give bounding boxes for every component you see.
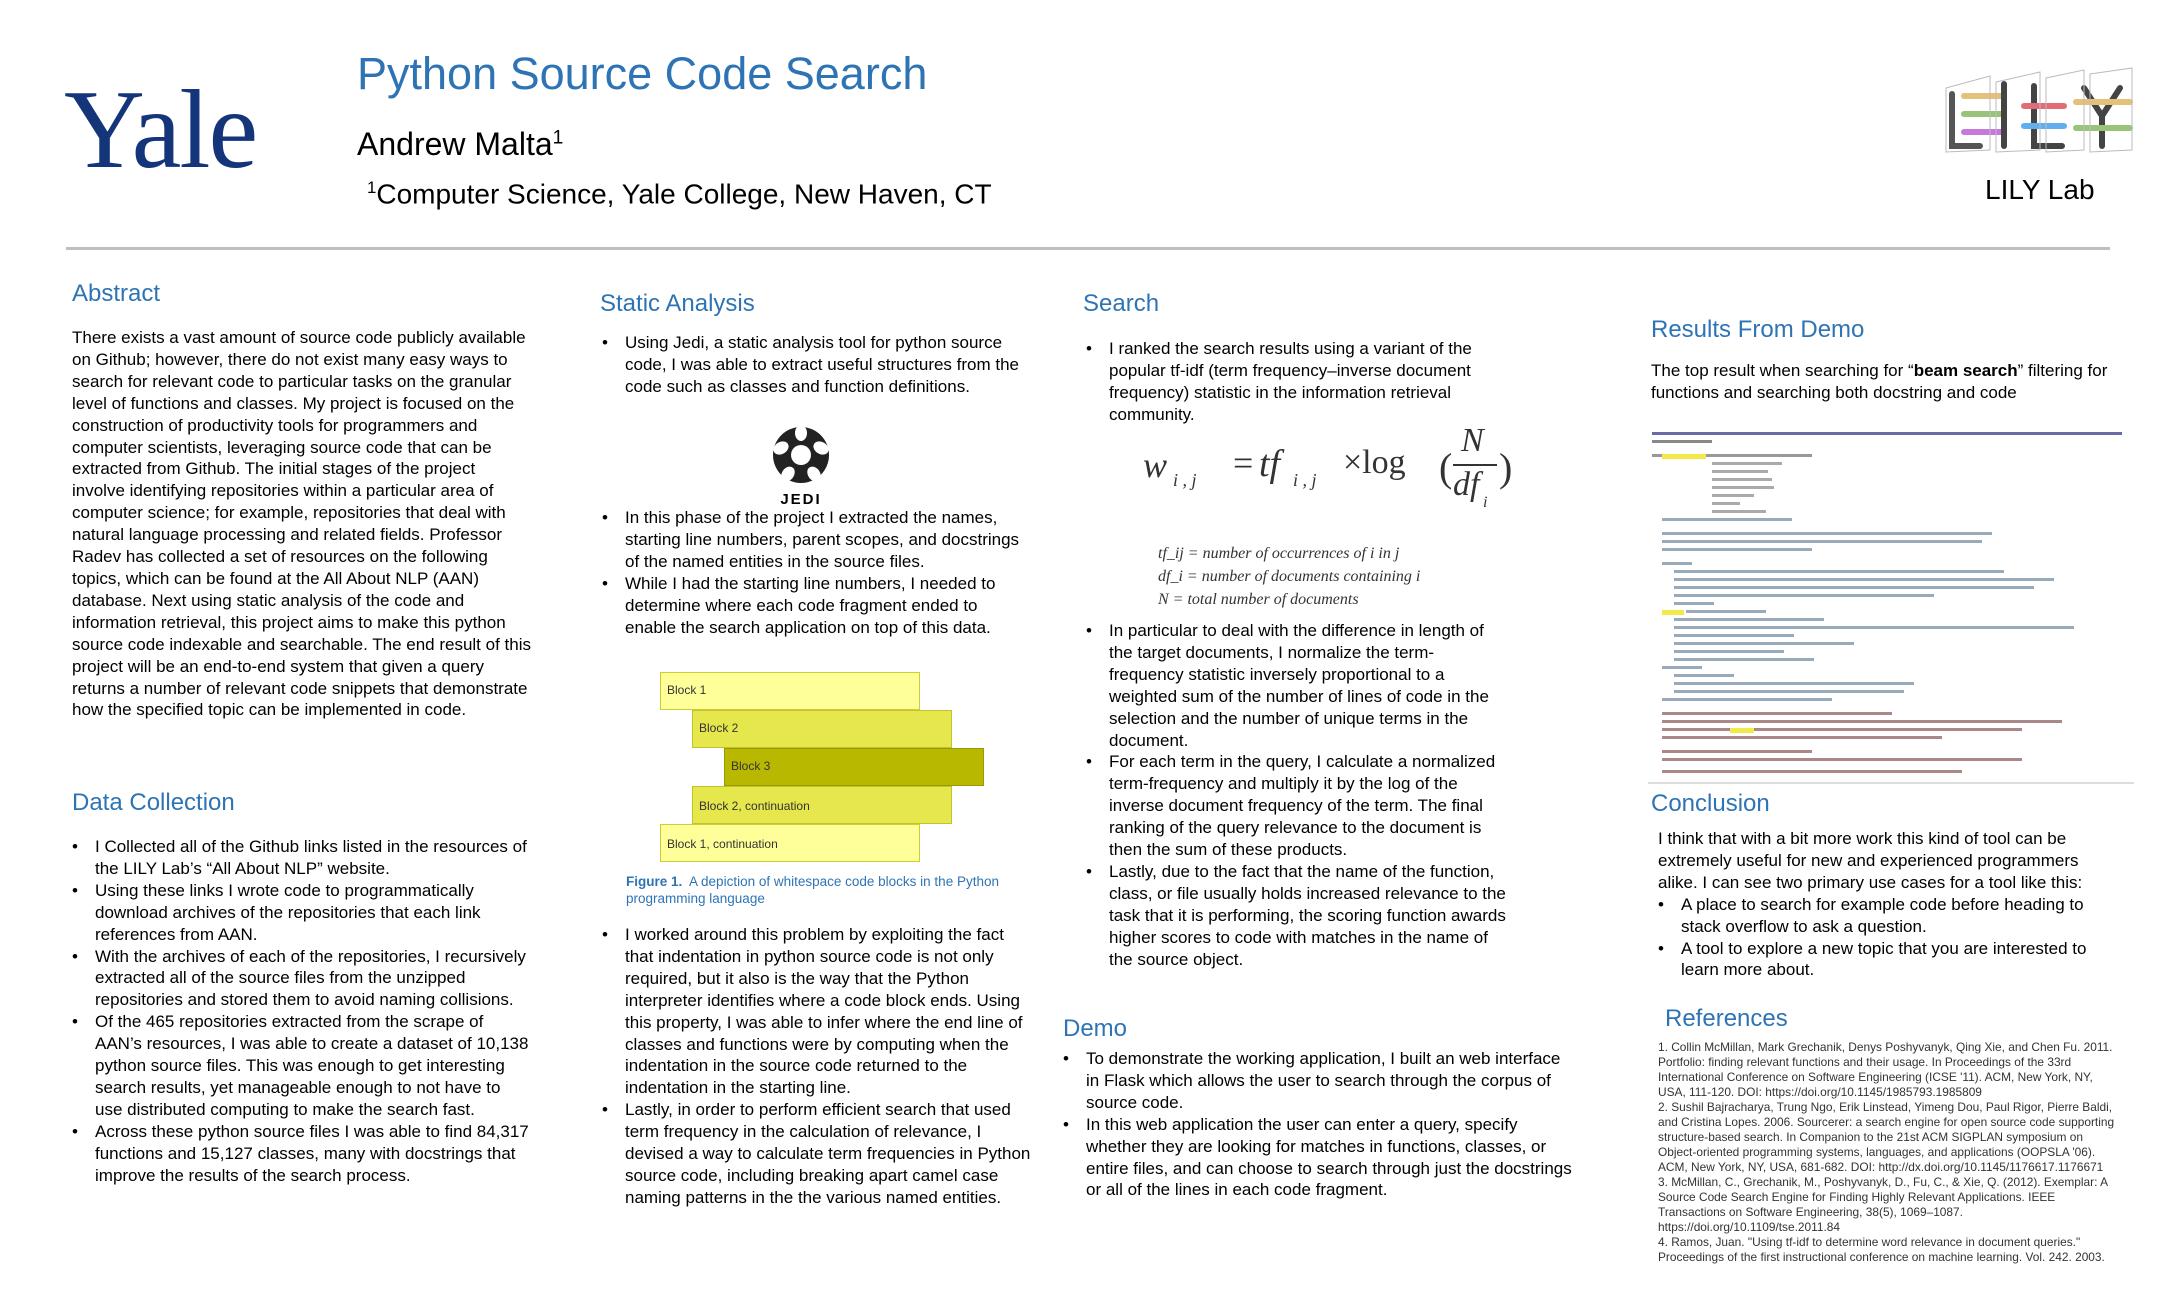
references-heading: References [1665,1005,1788,1032]
abstract-text: There exists a vast amount of source code publicly available on Github; however, there do not exist many easy ways to search for relevant code to particular tasks on the granular level of functions and classes. My project is focused on the construction of productivity tools for programmers and computer scientists, leveraging source code that can be extracted from Github. The initial stages of the project involve identifying repositories within a particular area of computer science; for example, repositories that deal with natural language processing and related fields. Professor Radev has collected a set of resources on the following topics, which can be found at the All About NLP (AAN) database. Next using static analysis of the code and information retrieval, this project aims to make this python source code indexable and searchable. The end result of this project will be an end-to-end system that given a query returns a number of relevant code snippets that demonstrate how the specified topic can be implemented in code. [72,328,531,720]
static-analysis-heading: Static Analysis [600,290,755,317]
tfidf-formula: w i , j = tf i , j ×log ( N df i ) [1143,422,1513,511]
list-item: • Using Jedi, a static analysis tool for python source code, I was able to extract useful structures from the code such as classes and function definitions. [602,332,1032,398]
demo-heading: Demo [1063,1015,1128,1042]
whitespace-blocks-figure [660,672,986,862]
reference-item: 4. Ramos, Juan. "Using tf-idf to determine word relevance in document queries." Proceedings of the first instructional conference on machine learning. Vol. 242. 2003. [1658,1235,2105,1264]
list-item: • I ranked the search results using a variant of the popular tf-idf (term frequency–inverse document frequency) statistic in the information retrieval community. [1086,338,1506,426]
search-list-top [1086,338,1506,426]
data-collection-list [72,836,532,1187]
figure-block: Block 2, continuation [692,786,952,824]
abstract-heading: Abstract [72,280,161,307]
reference-item: 3. McMillan, C., Grechanik, M., Poshyvanyk, D., Fu, C., & Xie, Q. (2012). Exemplar: A Source Code Search Engine for Finding Highly Relevant Applications. IEEE Transactions on Software Engineering, 38(5), 1069–1087. https://doi.org/10.1109/tse.2011.84 [1658,1175,2108,1234]
reference-item: 2. Sushil Bajracharya, Trung Ngo, Erik Linstead, Yimeng Dou, Paul Rigor, Pierre Baldi, and Cristina Lopes. 2006. Sourcerer: a search engine for open source code supporting structure-based search. In Companion to the 21st ACM SIGPLAN symposium on Object-oriented programming systems, languages, and applications (OOPSLA '06). ACM, New York, NY, USA, 681-682. DOI: http://dx.doi.org/10.1145/1176617.1176671 [1658,1100,2115,1174]
lab-name: LILY Lab [1985,174,2095,205]
static-analysis-list-bottom [602,924,1032,1209]
list-item: • With the archives of each of the repositories, I recursively extracted all of the source files from the unzipped repositories and stored them to avoid naming collisions. [72,946,532,1012]
lily-logo [1944,66,2134,154]
list-item: • A place to search for example code before heading to stack overflow to ask a question. [1658,894,2108,938]
list-item: • Lastly, due to the fact that the name of the function, class, or file usually holds increased relevance to the task that it is performing, the scoring function awards higher scores to code with matches in the name of the source object. [1086,861,1506,971]
list-item: • Lastly, in order to perform efficient search that used term frequency in the calculation of relevance, I devised a way to calculate term frequencies in Python source code, including breaking apart camel case naming patterns in the the various named entities. [602,1099,1032,1209]
list-item: • I worked around this problem by exploiting the fact that indentation in python source code is not only required, but it also is the way that the Python interpreter identifies where a code block ends. Using this property, I was able to infer where the end line of classes and functions were by computing when the indentation in the source code returned to the indentation in the starting line. [602,924,1032,1099]
demo-result-screenshot [1648,428,2134,784]
static-analysis-list-mid [602,507,1032,638]
jedi-logo [766,424,836,506]
conclusion-text: I think that with a bit more work this kind of tool can be extremely useful for new and experienced programmers alike. I can see two primary use cases for a tool like this: • A place to search for example code before heading to stack overflow to ask a question. • A tool to explore a new topic that you are interested to learn more about. [1658,828,2108,981]
author-affiliation: $^1$Computer Science, Yale College, New Haven, CT [367,178,992,210]
conclusion-heading: Conclusion [1651,790,1770,817]
list-item: • In this phase of the project I extracted the names, starting line numbers, parent scopes, and docstrings of the named entities in the source files. [602,507,1032,573]
figure-caption: Figure 1. A depiction of whitespace code blocks in the Python programming language [626,874,999,906]
list-item: • In particular to deal with the difference in length of the target documents, I normalize the term-frequency statistic inversely proportional to a weighted sum of the number of lines of code in the selection and the number of unique terms in the document. [1086,620,1506,751]
poster-title: Python Source Code Search [357,48,928,99]
author-name: Andrew Malta$^1$ [357,126,564,162]
list-item: • I Collected all of the Github links listed in the resources of the LILY Lab’s “All About NLP” website. [72,836,532,880]
figure-block: Block 1, continuation [660,824,920,862]
tfidf-definitions: tf_ij = number of occurrences of i in j df_i = number of documents containing i N = total number of documents [1158,545,1421,608]
figure-block: Block 2 [692,710,952,748]
list-item: • To demonstrate the working application, I built an web interface in Flask which allows the user to search through the corpus of source code. [1063,1048,1573,1114]
list-item: • While I had the starting line numbers, I needed to determine where each code fragment ended to enable the search application on top of this data. [602,573,1032,639]
results-heading: Results From Demo [1651,316,1865,343]
search-list-bottom [1086,620,1506,971]
static-analysis-list-top [602,332,1032,398]
demo-list [1063,1048,1573,1201]
results-intro: The top result when searching for “beam search” filtering for functions and searching both docstring and code [1651,361,2108,402]
list-item: • Across these python source files I was able to find 84,317 functions and 15,127 classes, many with docstrings that improve the results of the search process. [72,1121,532,1187]
list-item: • A tool to explore a new topic that you are interested to learn more about. [1658,938,2108,982]
references-list [1658,1040,2116,1265]
jedi-label: JEDI [780,491,822,508]
list-item: • In this web application the user can enter a query, specify whether they are looking for matches in functions, classes, or entire files, and can choose to search through just the docstrings or all of the lines in each code fragment. [1063,1114,1573,1202]
header-divider [66,247,2110,250]
yale-logo: Yale [64,68,257,192]
figure-block: Block 3 [724,748,984,786]
list-item: • Of the 465 repositories extracted from the scrape of AAN’s resources, I was able to create a dataset of 10,138 python source files. This was enough to get interesting search results, yet manageable enough to not have to use distributed computing to make the search fast. [72,1011,532,1121]
list-item: • For each term in the query, I calculate a normalized term-frequency and multiply it by the log of the inverse document frequency of the term. The final ranking of the query relevance to the document is then the sum of these products. [1086,751,1506,861]
search-heading: Search [1083,290,1160,317]
figure-block: Block 1 [660,672,920,710]
reference-item: 1. Collin McMillan, Mark Grechanik, Denys Poshyvanyk, Qing Xie, and Chen Fu. 2011. Portfolio: finding relevant functions and their usage. In Proceedings of the 33rd International Conference on Software Engineering (ICSE '11). ACM, New York, NY, USA, 111-120. DOI: https://doi.org/10.1145/1985793.1985809 [1658,1040,2113,1099]
data-collection-heading: Data Collection [72,789,235,816]
list-item: • Using these links I wrote code to programmatically download archives of the repositories that each link references from AAN. [72,880,532,946]
